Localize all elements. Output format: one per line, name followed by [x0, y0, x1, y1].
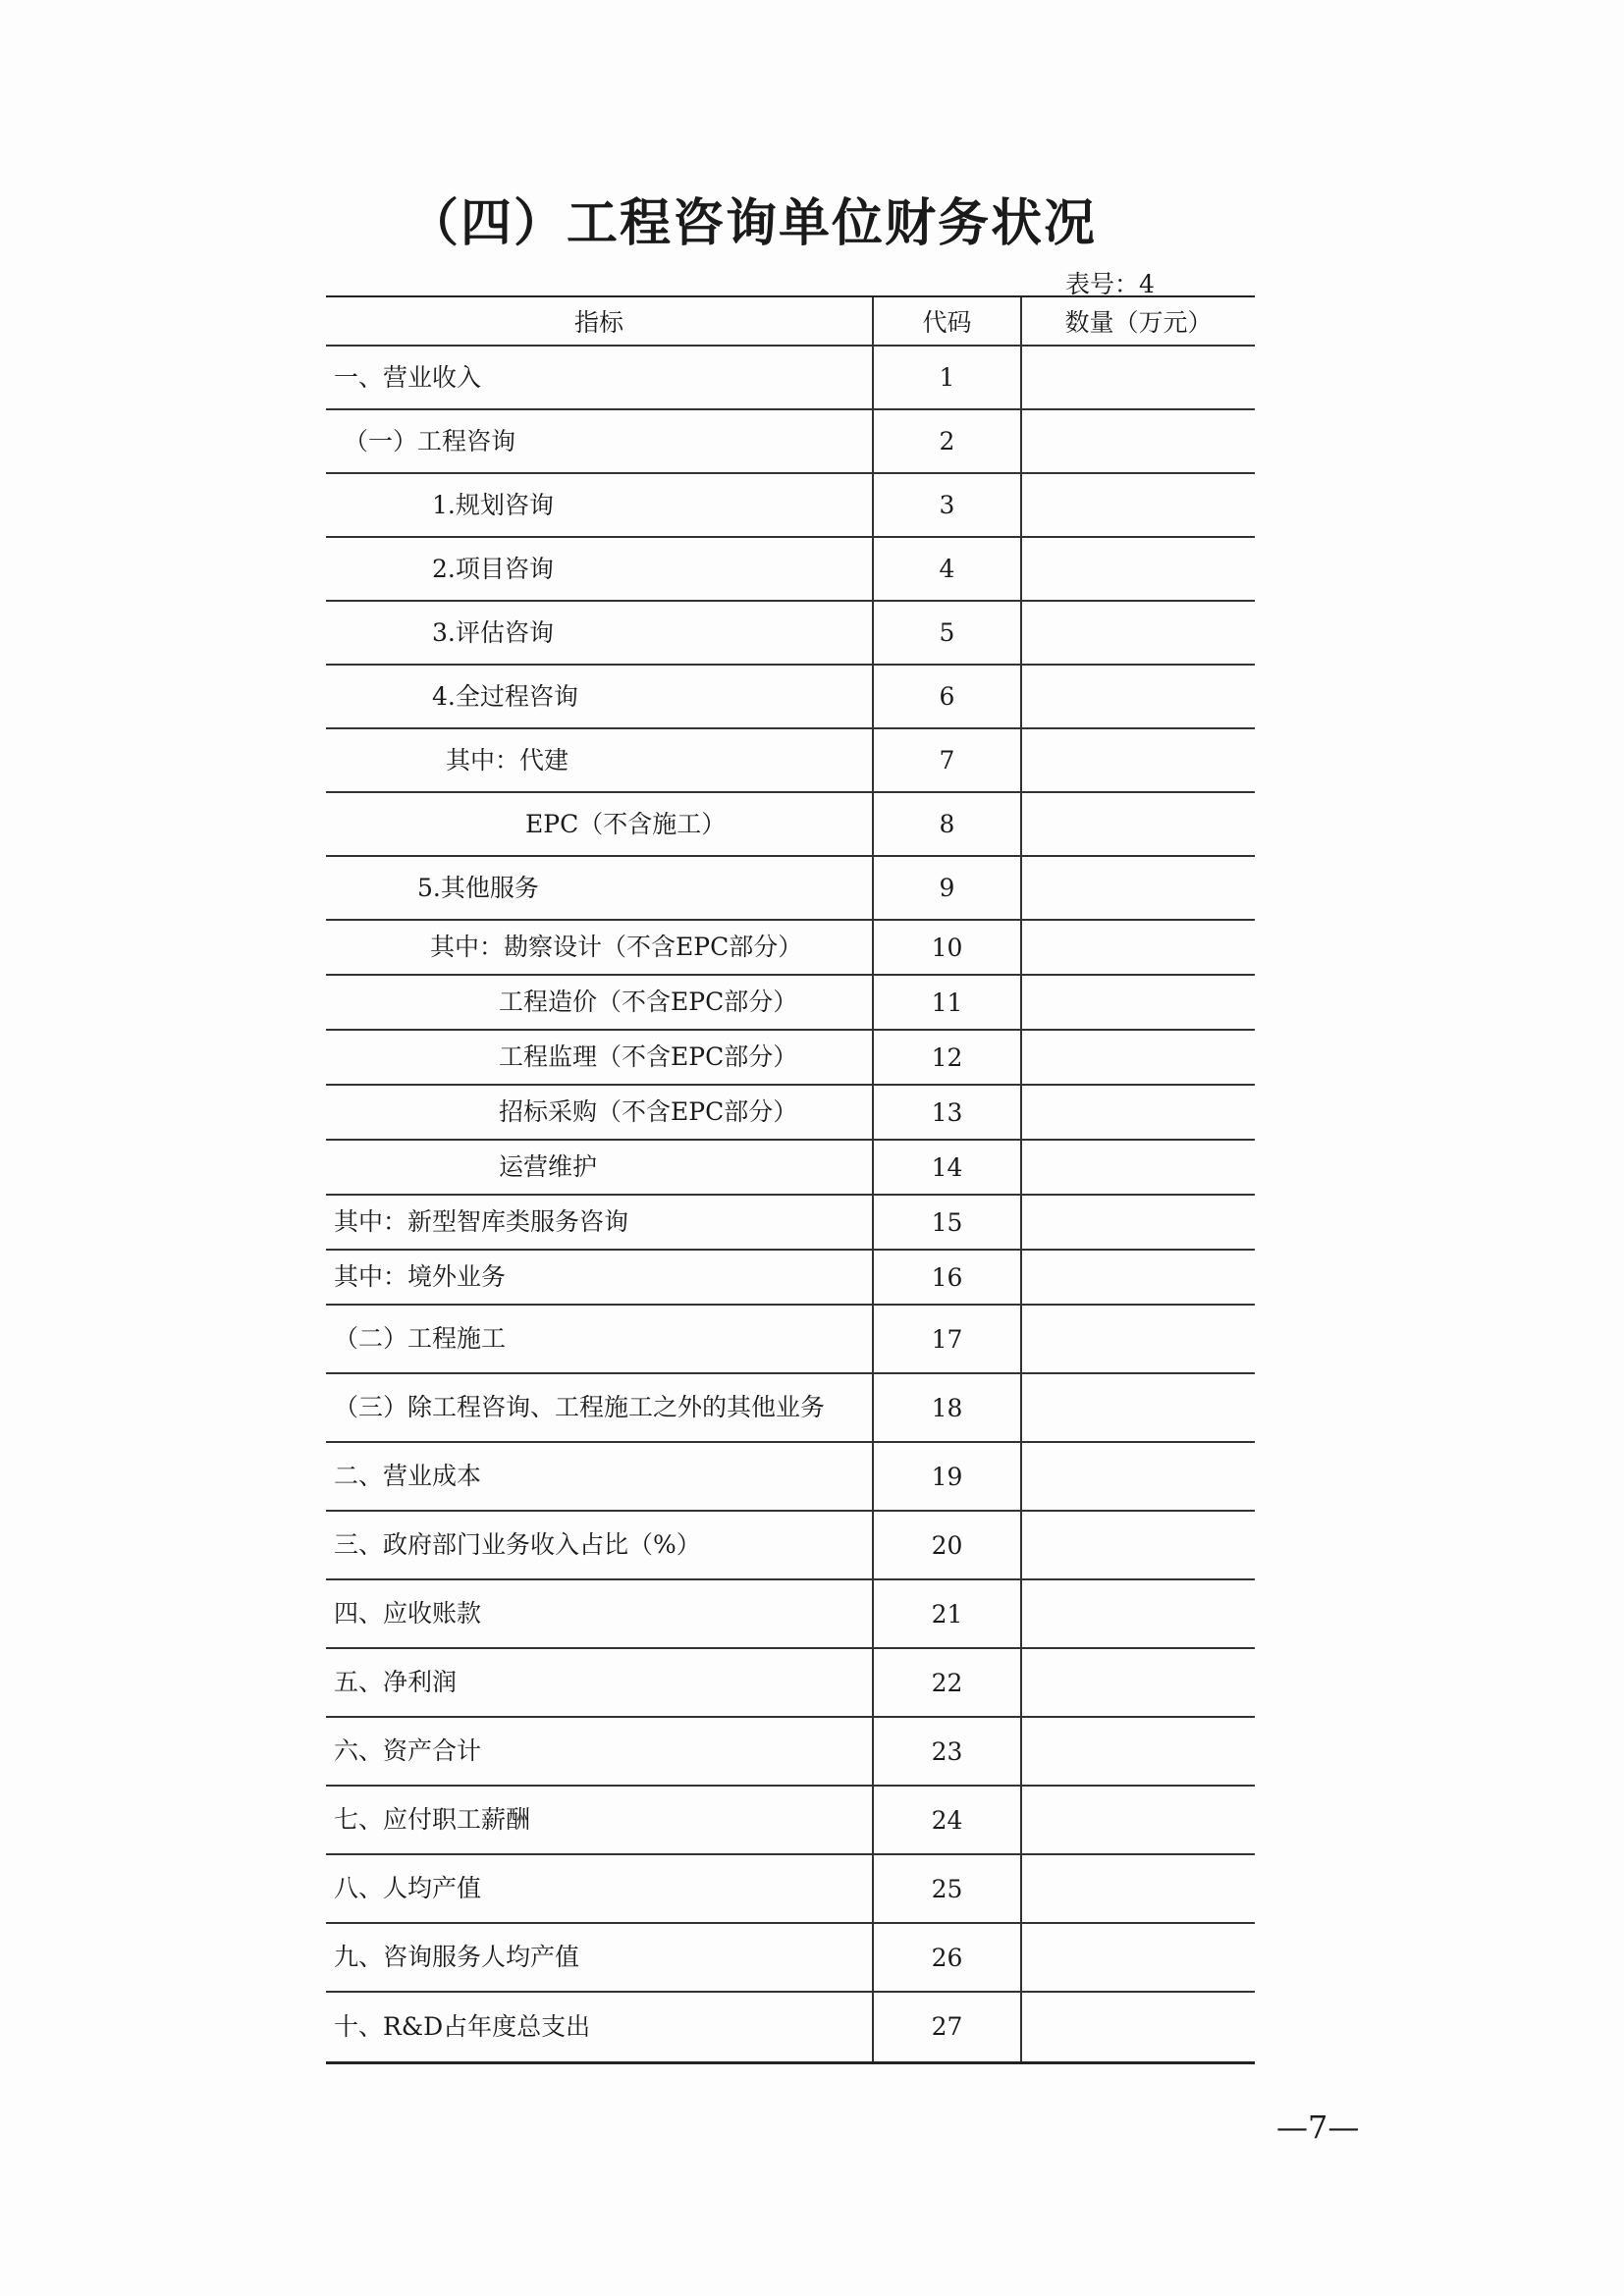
- quantity-cell[interactable]: [1021, 1923, 1255, 1992]
- row-code: 27: [873, 1992, 1021, 2062]
- quantity-cell[interactable]: [1021, 1195, 1255, 1250]
- table-row: [326, 537, 1255, 601]
- row-label: 1.规划咨询: [432, 490, 554, 519]
- table-row: [326, 1195, 1255, 1250]
- quantity-cell[interactable]: [1021, 537, 1255, 601]
- quantity-cell[interactable]: [1021, 473, 1255, 537]
- row-code: 5: [873, 601, 1021, 665]
- row-label: 三、政府部门业务收入占比（%）: [334, 1530, 701, 1559]
- table-row: [326, 975, 1255, 1030]
- table-row: [326, 1511, 1255, 1579]
- row-label: 2.项目咨询: [432, 554, 554, 583]
- quantity-cell[interactable]: [1021, 1373, 1255, 1442]
- quantity-cell[interactable]: [1021, 1786, 1255, 1854]
- row-code: 22: [873, 1648, 1021, 1717]
- table-row: [326, 601, 1255, 665]
- row-label: 其中：新型智库类服务咨询: [334, 1207, 629, 1236]
- row-code: 1: [873, 346, 1021, 409]
- table-row: [326, 1923, 1255, 1992]
- row-label: 九、咨询服务人均产值: [334, 1943, 580, 1971]
- quantity-cell[interactable]: [1021, 346, 1255, 409]
- row-code: 21: [873, 1579, 1021, 1648]
- quantity-cell[interactable]: [1021, 601, 1255, 665]
- row-label: 七、应付职工薪酬: [334, 1805, 531, 1834]
- row-label: 八、人均产值: [334, 1874, 482, 1902]
- table-row: [326, 920, 1255, 975]
- row-label: EPC（不含施工）: [525, 809, 727, 838]
- quantity-cell[interactable]: [1021, 1030, 1255, 1085]
- table-row: [326, 1717, 1255, 1786]
- row-label: 六、资产合计: [334, 1736, 482, 1765]
- row-label: 4.全过程咨询: [432, 681, 578, 711]
- table-row: [326, 1250, 1255, 1305]
- row-label: 一、营业收入: [334, 362, 482, 392]
- quantity-cell[interactable]: [1021, 665, 1255, 728]
- row-code: 3: [873, 473, 1021, 537]
- row-code: 12: [873, 1030, 1021, 1085]
- row-code: 14: [873, 1140, 1021, 1195]
- row-label: 十、R&D占年度总支出: [334, 2011, 591, 2041]
- table-row: [326, 1030, 1255, 1085]
- table-row: [326, 1373, 1255, 1442]
- table-header-row: [326, 297, 1255, 346]
- row-label: 其中：代建: [446, 745, 569, 774]
- row-label: 其中：境外业务: [334, 1262, 507, 1291]
- table-row: [326, 792, 1255, 856]
- header-indicator: 指标: [326, 297, 873, 346]
- quantity-cell[interactable]: [1021, 1305, 1255, 1373]
- table-row: [326, 473, 1255, 537]
- quantity-cell[interactable]: [1021, 1717, 1255, 1786]
- row-label: 工程监理（不含EPC部分）: [499, 1042, 798, 1071]
- table-row: [326, 1140, 1255, 1195]
- quantity-cell[interactable]: [1021, 1992, 1255, 2062]
- row-code: 26: [873, 1923, 1021, 1992]
- row-code: 11: [873, 975, 1021, 1030]
- quantity-cell[interactable]: [1021, 728, 1255, 792]
- row-code: 2: [873, 409, 1021, 473]
- quantity-cell[interactable]: [1021, 1579, 1255, 1648]
- table-row: [326, 1786, 1255, 1854]
- row-code: 24: [873, 1786, 1021, 1854]
- row-code: 15: [873, 1195, 1021, 1250]
- row-code: 18: [873, 1373, 1021, 1442]
- quantity-cell[interactable]: [1021, 920, 1255, 975]
- quantity-cell[interactable]: [1021, 1442, 1255, 1511]
- row-code: 13: [873, 1085, 1021, 1140]
- row-code: 9: [873, 856, 1021, 920]
- quantity-cell[interactable]: [1021, 975, 1255, 1030]
- table-row: [326, 1579, 1255, 1648]
- row-label: （二）工程施工: [334, 1324, 507, 1353]
- table-number: 表号：4: [1065, 270, 1155, 298]
- table-row: [326, 1305, 1255, 1373]
- row-code: 7: [873, 728, 1021, 792]
- table-row: [326, 856, 1255, 920]
- header-quantity: 数量（万元）: [1021, 297, 1255, 346]
- page-title: （四）工程咨询单位财务状况: [407, 193, 1098, 253]
- financial-status-table: [326, 297, 1255, 2064]
- table-row: [326, 1442, 1255, 1511]
- header-code: 代码: [873, 297, 1021, 346]
- row-code: 4: [873, 537, 1021, 601]
- table-row: [326, 1992, 1255, 2062]
- table-row: [326, 665, 1255, 728]
- quantity-cell[interactable]: [1021, 1854, 1255, 1923]
- row-code: 19: [873, 1442, 1021, 1511]
- quantity-cell[interactable]: [1021, 1085, 1255, 1140]
- row-label: 5.其他服务: [417, 873, 539, 902]
- quantity-cell[interactable]: [1021, 1140, 1255, 1195]
- row-code: 6: [873, 665, 1021, 728]
- row-label: 招标采购（不含EPC部分）: [499, 1097, 798, 1126]
- quantity-cell[interactable]: [1021, 1648, 1255, 1717]
- row-label: （三）除工程咨询、工程施工之外的其他业务: [334, 1393, 826, 1421]
- quantity-cell[interactable]: [1021, 409, 1255, 473]
- row-code: 23: [873, 1717, 1021, 1786]
- quantity-cell[interactable]: [1021, 1250, 1255, 1305]
- row-code: 16: [873, 1250, 1021, 1305]
- row-label: 工程造价（不含EPC部分）: [499, 988, 798, 1016]
- table-row: [326, 1648, 1255, 1717]
- table-row: [326, 1085, 1255, 1140]
- quantity-cell[interactable]: [1021, 792, 1255, 856]
- page-number: —7—: [1276, 2109, 1360, 2146]
- quantity-cell[interactable]: [1021, 1511, 1255, 1579]
- row-code: 8: [873, 792, 1021, 856]
- row-label: 3.评估咨询: [432, 617, 554, 647]
- row-label: （一）工程咨询: [344, 426, 516, 455]
- row-code: 25: [873, 1854, 1021, 1923]
- table-row: [326, 1854, 1255, 1923]
- row-label: 四、应收账款: [334, 1599, 482, 1628]
- table-row: [326, 346, 1255, 409]
- quantity-cell[interactable]: [1021, 856, 1255, 920]
- row-code: 17: [873, 1305, 1021, 1373]
- table-row: [326, 409, 1255, 473]
- table-row: [326, 728, 1255, 792]
- row-label: 运营维护: [499, 1152, 598, 1181]
- row-label: 二、营业成本: [334, 1462, 482, 1490]
- row-label: 五、净利润: [334, 1668, 458, 1696]
- row-label: 其中：勘察设计（不含EPC部分）: [430, 933, 803, 961]
- row-code: 10: [873, 920, 1021, 975]
- row-code: 20: [873, 1511, 1021, 1579]
